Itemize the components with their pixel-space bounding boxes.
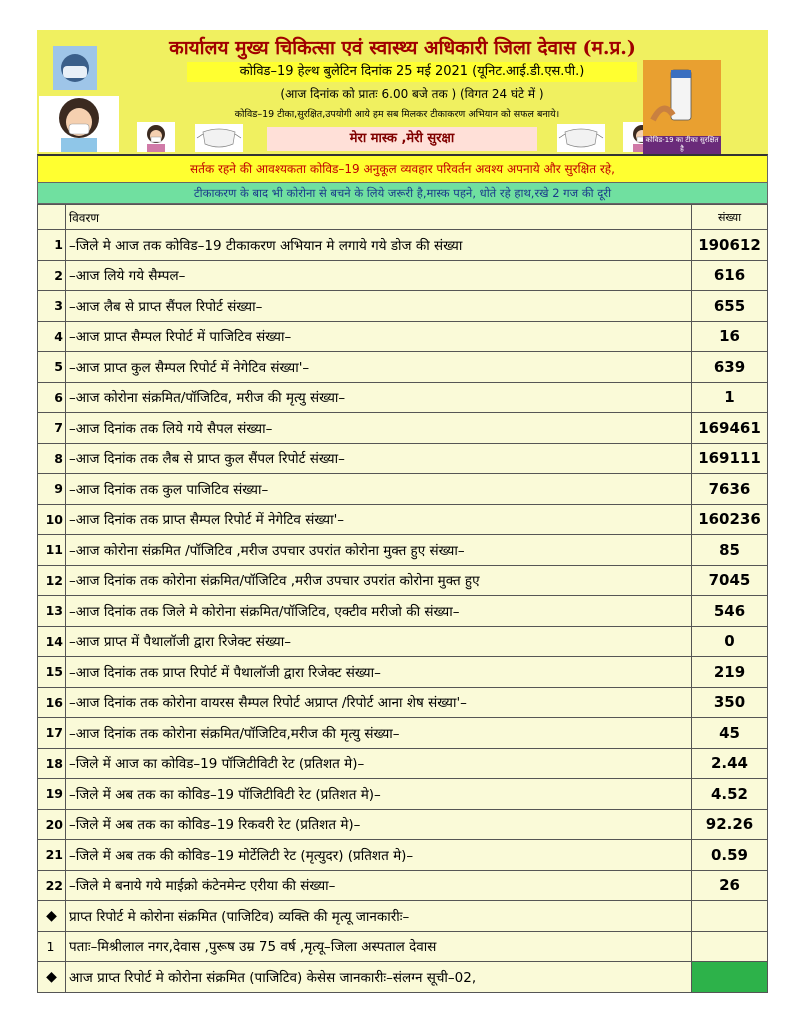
row-number: 3 [38,291,66,322]
row-description: –आज दिनांक तक कोरोना वायरस सैम्पल रिपोर्ट अप्राप्त /रिपोर्ट आना शेष संख्या'– [66,687,692,718]
table-row [38,687,768,718]
row-number: 5 [38,352,66,383]
row-description: –आज लैब से प्राप्त सैंपल रिपोर्ट संख्या– [66,291,692,322]
table-row [38,230,768,261]
face-mask-image [557,124,605,152]
row-value: 546 [692,596,768,627]
row-description: –आज दिनांक तक प्राप्त सैम्पल रिपोर्ट में नेगेटिव संख्या'– [66,504,692,535]
table-row [38,748,768,779]
row-description: –आज लिये गये सैम्पल– [66,260,692,291]
cases-info-row [38,962,768,993]
empty-cell [692,901,768,932]
row-description: –जिले में आज का कोविड–19 पॉजिटीविटी रेट (प्रतिशत मे)– [66,748,692,779]
green-cell [692,962,768,993]
row-number: 14 [38,626,66,657]
row-value: 7045 [692,565,768,596]
vaccination-appeal: कोविड–19 टीका,सुरक्षित,उपयोगी आये हम सब मिलकर टीकाकरण अभियान को सफल बनाये। [234,109,560,120]
row-value: 0 [692,626,768,657]
row-value: 7636 [692,474,768,505]
row-value: 655 [692,291,768,322]
table-row [38,352,768,383]
table-row [38,626,768,657]
row-value: 85 [692,535,768,566]
row-description: –आज दिनांक तक प्राप्त रिपोर्ट में पैथालॉजी द्वारा रिजेक्ट संख्या– [66,657,692,688]
mask-slogan: मेरा मास्क ,मेरी सुरक्षा [267,127,537,151]
bulletin-date: कोविड–19 हेल्थ बुलेटिन दिनांक 25 मई 2021 (यूनिट.आई.डी.एस.पी.) [187,62,637,82]
row-number: 19 [38,779,66,810]
bulletin-sheet [37,30,768,993]
row-number: 21 [38,840,66,871]
row-value: 0.59 [692,840,768,871]
table-row [38,443,768,474]
row-value: 169111 [692,443,768,474]
statistics-table [37,204,768,993]
row-value: 219 [692,657,768,688]
row-number: 16 [38,687,66,718]
row-value: 1 [692,382,768,413]
row-value: 169461 [692,413,768,444]
row-value: 26 [692,870,768,901]
table-header-row [38,205,768,230]
row-description: –आज दिनांक तक लैब से प्राप्त कुल सैंपल रिपोर्ट संख्या– [66,443,692,474]
row-number: 18 [38,748,66,779]
row-description: –जिले मे आज तक कोविड–19 टीकाकरण अभियान मे लगाये गये डोज की संख्या [66,230,692,261]
row-number: 4 [38,321,66,352]
row-value: 639 [692,352,768,383]
table-row [38,382,768,413]
table-row [38,718,768,749]
office-title: कार्यालय मुख्य चिकित्सा एवं स्वास्थ्य अधिकारी जिला देवास (म.प्र.) [169,37,636,59]
row-number: 1 [38,931,66,962]
row-value: 92.26 [692,809,768,840]
table-row [38,413,768,444]
row-description: –आज प्राप्त सैम्पल रिपोर्ट में पाजिटिव संख्या– [66,321,692,352]
value-header: संख्या [692,205,768,230]
row-number: 12 [38,565,66,596]
row-number: 8 [38,443,66,474]
row-description: –आज कोरोना संक्रमित/पॉजिटिव, मरीज की मृत्यु संख्या– [66,382,692,413]
row-number: 6 [38,382,66,413]
number-header [38,205,66,230]
row-number: 22 [38,870,66,901]
death-info-title: प्राप्त रिपोर्ट मे कोरोना संक्रमित (पाजिटिव) व्यक्ति की मृत्यू जानकारीः– [66,901,692,932]
girl-with-mask-image [39,96,119,152]
vaccine-badge: कोविड-19 का टीका सुरक्षित है [643,136,721,154]
time-window: (आज दिनांक को प्रातः 6.00 बजे तक ) (विगत 24 घंटे में ) [280,87,544,101]
cases-info: आज प्राप्त रिपोर्ट मे कोरोना संक्रमित (पाजिटिव) केसेस जानकारीः–संलग्न सूची–02, [66,962,692,993]
row-description: –आज कोरोना संक्रमित /पॉजिटिव ,मरीज उपचार उपरांत कोरोना मुक्त हुए संख्या– [66,535,692,566]
row-description: –आज प्राप्त में पैथालॉजी द्वारा रिजेक्ट संख्या– [66,626,692,657]
row-description: –आज दिनांक तक लिये गये सैपल संख्या– [66,413,692,444]
row-description: –आज दिनांक तक कुल पाजिटिव संख्या– [66,474,692,505]
table-row [38,535,768,566]
diamond-bullet-icon: ◆ [38,962,66,993]
row-number: 1 [38,230,66,261]
row-value: 4.52 [692,779,768,810]
row-description: –आज प्राप्त कुल सैम्पल रिपोर्ट में नेगेटिव संख्या'– [66,352,692,383]
table-row [38,870,768,901]
row-value: 616 [692,260,768,291]
advice-band: टीकाकरण के बाद भी कोरोना से बचने के लिये जरूरी है,मास्क पहने, धोते रहे हाथ,रखे 2 गज की दूरी [37,183,768,204]
alert-band: सर्तक रहने की आवश्यकता कोविड–19 अनुकूल व्यवहार परिवर्तन अवश्य अपनाये और सुरक्षित रहे, [37,154,768,183]
table-row [38,657,768,688]
row-value: 190612 [692,230,768,261]
table-row [38,321,768,352]
table-row [38,291,768,322]
row-number: 7 [38,413,66,444]
table-row [38,565,768,596]
row-description: –आज दिनांक तक जिले मे कोरोना संक्रमित/पॉजिटिव, एक्टीव मरीजो की संख्या– [66,596,692,627]
row-number: 20 [38,809,66,840]
row-number: 9 [38,474,66,505]
table-row [38,504,768,535]
diamond-bullet-icon: ◆ [38,901,66,932]
row-number: 11 [38,535,66,566]
table-row [38,474,768,505]
row-number: 2 [38,260,66,291]
table-row [38,809,768,840]
face-mask-image [195,124,243,152]
row-description: –आज दिनांक तक कोरोना संक्रमित/पॉजिटिव,मरीज की मृत्यु संख्या– [66,718,692,749]
row-value: 2.44 [692,748,768,779]
row-description: –जिले में अब तक की कोविड–19 मोर्टेलिटी रेट (मृत्युदर) (प्रतिशत मे)– [66,840,692,871]
death-info-row [38,931,768,962]
death-info-detail: पताः–मिश्रीलाल नगर,देवास ,पुरूष उम्र 75 वर्ष ,मृत्यू–जिला अस्पताल देवास [66,931,692,962]
row-number: 15 [38,657,66,688]
row-description: –जिले में अब तक का कोविड–19 पॉजिटीविटी रेट (प्रतिशत मे)– [66,779,692,810]
row-value: 16 [692,321,768,352]
death-info-title-row [38,901,768,932]
row-description: –जिले में अब तक का कोविड–19 रिकवरी रेट (प्रतिशत मे)– [66,809,692,840]
table-row [38,840,768,871]
header-banner [37,30,768,154]
row-value: 160236 [692,504,768,535]
row-description: –जिले मे बनाये गये माईक्रो कंटेनमेन्ट एरीया की संख्या– [66,870,692,901]
row-value: 350 [692,687,768,718]
row-value: 45 [692,718,768,749]
table-row [38,260,768,291]
girl-with-mask-small-image [137,122,175,152]
table-row [38,596,768,627]
row-number: 17 [38,718,66,749]
row-description: –आज दिनांक तक कोरोना संक्रमित/पॉजिटिव ,मरीज उपचार उपरांत कोरोना मुक्त हुए [66,565,692,596]
row-number: 13 [38,596,66,627]
description-header: विवरण [66,205,692,230]
table-row [38,779,768,810]
empty-cell [692,931,768,962]
row-number: 10 [38,504,66,535]
